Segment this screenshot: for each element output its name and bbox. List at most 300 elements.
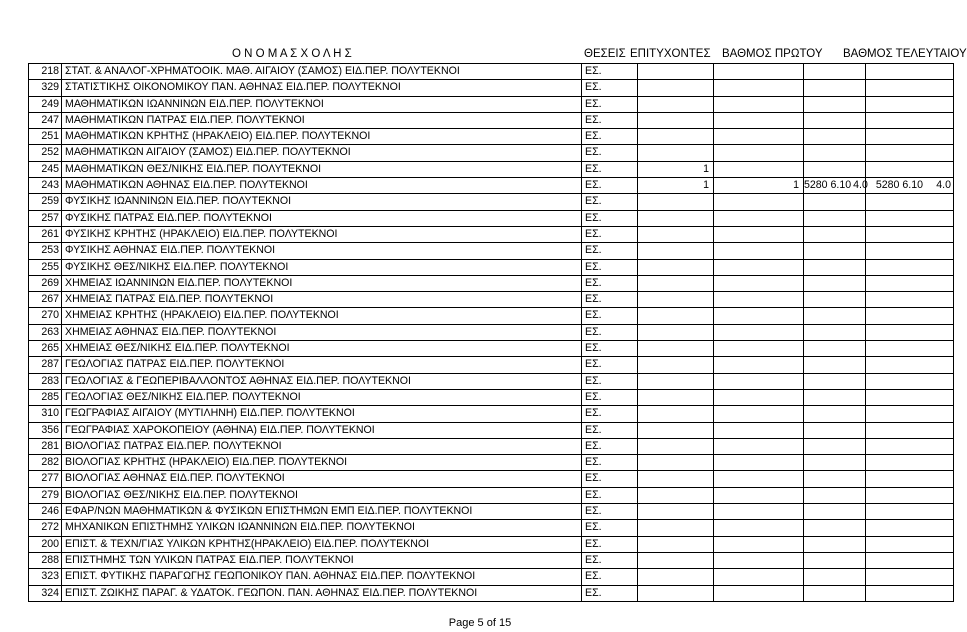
- row-epityxontes: [714, 504, 804, 519]
- row-vathmos-teleutaiou: [866, 145, 954, 160]
- row-vathmos-protou-score: [804, 97, 837, 112]
- row-vathmos-teleutaiou: [866, 406, 954, 421]
- row-vathmos-protou-score: [804, 455, 837, 470]
- row-epityxontes: [714, 129, 804, 144]
- row-vathmos-protou-grade: [837, 64, 865, 79]
- row-school-name: ΒΙΟΛΟΓΙΑΣ ΚΡΗΤΗΣ (ΗΡΑΚΛΕΙΟ) ΕΙΔ.ΠΕΡ. ΠΟΛΥΤΕΚΝΟΙ: [62, 455, 582, 470]
- row-vathmos-teleutaiou-score: [866, 374, 925, 389]
- row-thesis: [638, 504, 714, 519]
- row-type: ΕΣ.: [582, 406, 638, 421]
- row-epityxontes: [714, 308, 804, 323]
- row-vathmos-teleutaiou-score: [866, 537, 925, 552]
- row-vathmos-teleutaiou: [866, 537, 954, 552]
- row-type: ΕΣ.: [582, 341, 638, 356]
- row-vathmos-protou-score: [804, 211, 837, 226]
- row-vathmos-teleutaiou-score: [866, 586, 925, 601]
- row-vathmos-protou-score: [804, 308, 837, 323]
- table-row: [29, 194, 954, 210]
- row-code: 279: [29, 488, 62, 503]
- table-row: [29, 439, 954, 455]
- row-type: ΕΣ.: [582, 308, 638, 323]
- row-vathmos-protou: [804, 243, 866, 258]
- row-thesis: [638, 129, 714, 144]
- row-vathmos-teleutaiou-grade: [925, 113, 953, 128]
- row-vathmos-teleutaiou-score: [866, 145, 925, 160]
- row-thesis: [638, 325, 714, 340]
- row-vathmos-teleutaiou-score: [866, 569, 925, 584]
- row-school-name: ΧΗΜΕΙΑΣ ΚΡΗΤΗΣ (ΗΡΑΚΛΕΙΟ) ΕΙΔ.ΠΕΡ. ΠΟΛΥΤΕΚΝΟΙ: [62, 308, 582, 323]
- row-vathmos-protou-grade: [837, 97, 865, 112]
- row-epityxontes: [714, 162, 804, 177]
- row-vathmos-teleutaiou-score: [866, 276, 925, 291]
- table-row: [29, 276, 954, 292]
- row-vathmos-protou-grade: [837, 520, 865, 535]
- row-vathmos-protou: [804, 80, 866, 95]
- row-type: ΕΣ.: [582, 227, 638, 242]
- row-vathmos-teleutaiou-grade: [925, 64, 953, 79]
- schools-table: [28, 63, 954, 602]
- row-epityxontes: [714, 520, 804, 535]
- row-thesis: [638, 390, 714, 405]
- row-vathmos-teleutaiou: [866, 423, 954, 438]
- row-vathmos-teleutaiou-score: [866, 455, 925, 470]
- row-vathmos-protou-score: [804, 537, 837, 552]
- row-epityxontes: [714, 194, 804, 209]
- row-vathmos-protou-grade: [837, 243, 865, 258]
- row-vathmos-protou: [804, 488, 866, 503]
- row-thesis: [638, 553, 714, 568]
- row-vathmos-teleutaiou: [866, 243, 954, 258]
- row-vathmos-teleutaiou-grade: [925, 488, 953, 503]
- row-vathmos-protou-grade: [837, 553, 865, 568]
- table-row: [29, 488, 954, 504]
- row-vathmos-teleutaiou-score: [866, 308, 925, 323]
- row-vathmos-teleutaiou: [866, 341, 954, 356]
- row-vathmos-protou-score: [804, 80, 837, 95]
- row-code: 263: [29, 325, 62, 340]
- table-row: [29, 211, 954, 227]
- row-school-name: ΧΗΜΕΙΑΣ ΙΩΑΝΝΙΝΩΝ ΕΙΔ.ΠΕΡ. ΠΟΛΥΤΕΚΝΟΙ: [62, 276, 582, 291]
- row-vathmos-teleutaiou: [866, 439, 954, 454]
- row-vathmos-teleutaiou-grade: [925, 406, 953, 421]
- row-vathmos-teleutaiou-grade: [925, 553, 953, 568]
- row-vathmos-teleutaiou-grade: [925, 520, 953, 535]
- row-vathmos-teleutaiou: [866, 227, 954, 242]
- row-vathmos-teleutaiou: [866, 308, 954, 323]
- row-vathmos-teleutaiou: [866, 374, 954, 389]
- row-code: 243: [29, 178, 62, 193]
- row-vathmos-protou: [804, 194, 866, 209]
- table-row: [29, 129, 954, 145]
- row-thesis: [638, 471, 714, 486]
- row-vathmos-protou-score: [804, 390, 837, 405]
- row-epityxontes: [714, 325, 804, 340]
- row-type: ΕΣ.: [582, 145, 638, 160]
- row-type: ΕΣ.: [582, 194, 638, 209]
- row-vathmos-teleutaiou: [866, 520, 954, 535]
- row-code: 270: [29, 308, 62, 323]
- row-vathmos-protou-grade: 4.0: [853, 179, 868, 192]
- row-type: ΕΣ.: [582, 243, 638, 258]
- row-school-name: ΓΕΩΛΟΓΙΑΣ ΘΕΣ/ΝΙΚΗΣ ΕΙΔ.ΠΕΡ. ΠΟΛΥΤΕΚΝΟΙ: [62, 390, 582, 405]
- row-school-name: ΦΥΣΙΚΗΣ ΠΑΤΡΑΣ ΕΙΔ.ΠΕΡ. ΠΟΛΥΤΕΚΝΟΙ: [62, 211, 582, 226]
- row-thesis: [638, 145, 714, 160]
- row-vathmos-teleutaiou-score: [866, 439, 925, 454]
- document-subtitle: ΑΠΟΦΟΙΤΟΙ ΕΣΠΕΡΙΝΩΝ ΓΕΝΙΚΩΝ ΛΥΚΕΙΩΝ (90%): [342, 15, 618, 27]
- row-vathmos-protou-grade: [837, 276, 865, 291]
- row-vathmos-teleutaiou-grade: [925, 341, 953, 356]
- row-vathmos-teleutaiou-score: [866, 423, 925, 438]
- row-thesis: [638, 341, 714, 356]
- table-row: [29, 374, 954, 390]
- row-school-name: ΜΑΘΗΜΑΤΙΚΩΝ ΑΙΓΑΙΟΥ (ΣΑΜΟΣ) ΕΙΔ.ΠΕΡ. ΠΟΛΥΤΕΚΝΟΙ: [62, 145, 582, 160]
- row-vathmos-protou-score: [804, 145, 837, 160]
- table-row: [29, 390, 954, 406]
- row-vathmos-teleutaiou-grade: [925, 194, 953, 209]
- row-vathmos-teleutaiou-grade: [925, 97, 953, 112]
- row-vathmos-protou-grade: [837, 211, 865, 226]
- row-vathmos-teleutaiou: [866, 178, 954, 193]
- row-vathmos-protou-grade: [837, 537, 865, 552]
- row-vathmos-teleutaiou-grade: [925, 374, 953, 389]
- row-vathmos-teleutaiou-grade: [925, 471, 953, 486]
- row-vathmos-teleutaiou-grade: [925, 145, 953, 160]
- row-vathmos-protou-score: [804, 423, 837, 438]
- table-row: [29, 80, 954, 96]
- table-row: [29, 537, 954, 553]
- row-epityxontes: [714, 553, 804, 568]
- row-thesis: [638, 423, 714, 438]
- row-vathmos-protou-grade: [837, 455, 865, 470]
- row-vathmos-teleutaiou-grade: [925, 243, 953, 258]
- row-vathmos-protou-grade: [837, 357, 865, 372]
- row-vathmos-protou: [804, 162, 866, 177]
- row-vathmos-protou-score: [804, 439, 837, 454]
- row-epityxontes: [714, 227, 804, 242]
- row-vathmos-protou-score: 5280 6.10: [804, 179, 852, 192]
- row-school-name: ΒΙΟΛΟΓΙΑΣ ΑΘΗΝΑΣ ΕΙΔ.ΠΕΡ. ΠΟΛΥΤΕΚΝΟΙ: [62, 471, 582, 486]
- row-school-name: ΧΗΜΕΙΑΣ ΘΕΣ/ΝΙΚΗΣ ΕΙΔ.ΠΕΡ. ΠΟΛΥΤΕΚΝΟΙ: [62, 341, 582, 356]
- row-school-name: ΒΙΟΛΟΓΙΑΣ ΠΑΤΡΑΣ ΕΙΔ.ΠΕΡ. ΠΟΛΥΤΕΚΝΟΙ: [62, 439, 582, 454]
- row-vathmos-teleutaiou-score: [866, 227, 925, 242]
- row-type: ΕΣ.: [582, 211, 638, 226]
- table-row: [29, 569, 954, 585]
- row-thesis: [638, 260, 714, 275]
- row-code: 265: [29, 341, 62, 356]
- row-epityxontes: [714, 243, 804, 258]
- row-school-name: ΒΙΟΛΟΓΙΑΣ ΘΕΣ/ΝΙΚΗΣ ΕΙΔ.ΠΕΡ. ΠΟΛΥΤΕΚΝΟΙ: [62, 488, 582, 503]
- row-vathmos-teleutaiou: [866, 211, 954, 226]
- row-epityxontes: [714, 145, 804, 160]
- row-vathmos-teleutaiou-grade: [925, 292, 953, 307]
- column-header-vathmos-protou: ΒΑΘΜΟΣ ΠΡΩΤΟΥ: [722, 48, 823, 60]
- row-vathmos-protou: [804, 553, 866, 568]
- row-vathmos-protou-score: [804, 357, 837, 372]
- row-vathmos-protou: [804, 406, 866, 421]
- row-epityxontes: [714, 341, 804, 356]
- row-vathmos-teleutaiou: [866, 471, 954, 486]
- column-header-name: Ο Ν Ο Μ Α Σ Χ Ο Λ Η Σ: [232, 48, 352, 60]
- row-type: ΕΣ.: [582, 374, 638, 389]
- row-vathmos-protou-score: [804, 488, 837, 503]
- row-vathmos-teleutaiou-grade: [925, 227, 953, 242]
- table-row: [29, 325, 954, 341]
- row-vathmos-protou-score: [804, 406, 837, 421]
- row-thesis: [638, 194, 714, 209]
- row-vathmos-protou-grade: [837, 406, 865, 421]
- row-code: 218: [29, 64, 62, 79]
- row-thesis: [638, 80, 714, 95]
- row-vathmos-protou-grade: [837, 308, 865, 323]
- row-epityxontes: [714, 97, 804, 112]
- row-thesis: [638, 406, 714, 421]
- row-type: ΕΣ.: [582, 276, 638, 291]
- row-code: 261: [29, 227, 62, 242]
- row-epityxontes: [714, 390, 804, 405]
- row-vathmos-teleutaiou-grade: [925, 276, 953, 291]
- table-row: [29, 243, 954, 259]
- row-code: 252: [29, 145, 62, 160]
- row-school-name: ΜΗΧΑΝΙΚΩΝ ΕΠΙΣΤΗΜΗΣ ΥΛΙΚΩΝ ΙΩΑΝΝΙΝΩΝ ΕΙΔ.ΠΕΡ. ΠΟΛΥΤΕΚΝΟΙ: [62, 520, 582, 535]
- row-vathmos-teleutaiou: [866, 194, 954, 209]
- row-epityxontes: [714, 276, 804, 291]
- row-vathmos-protou: [804, 308, 866, 323]
- row-thesis: [638, 211, 714, 226]
- row-vathmos-protou-score: [804, 227, 837, 242]
- column-header-epityxontes: ΕΠΙΤΥΧΟΝΤΕΣ: [630, 48, 711, 60]
- row-vathmos-protou-grade: [837, 341, 865, 356]
- row-school-name: ΧΗΜΕΙΑΣ ΠΑΤΡΑΣ ΕΙΔ.ΠΕΡ. ΠΟΛΥΤΕΚΝΟΙ: [62, 292, 582, 307]
- row-vathmos-teleutaiou-score: [866, 113, 925, 128]
- row-epityxontes: [714, 211, 804, 226]
- row-vathmos-protou-score: [804, 260, 837, 275]
- row-vathmos-teleutaiou-score: [866, 260, 925, 275]
- row-vathmos-protou-grade: [837, 488, 865, 503]
- row-vathmos-teleutaiou: [866, 260, 954, 275]
- row-type: ΕΣ.: [582, 390, 638, 405]
- row-school-name: ΕΠΙΣΤ. ΖΩΙΚΗΣ ΠΑΡΑΓ. & ΥΔΑΤΟΚ. ΓΕΩΠΟΝ. ΠΑΝ. ΑΘΗΝΑΣ ΕΙΔ.ΠΕΡ. ΠΟΛΥΤΕΚΝΟΙ: [62, 586, 582, 601]
- row-school-name: ΦΥΣΙΚΗΣ ΚΡΗΤΗΣ (ΗΡΑΚΛΕΙΟ) ΕΙΔ.ΠΕΡ. ΠΟΛΥΤΕΚΝΟΙ: [62, 227, 582, 242]
- row-thesis: [638, 537, 714, 552]
- table-row: [29, 471, 954, 487]
- row-vathmos-protou: [804, 325, 866, 340]
- row-vathmos-teleutaiou-score: [866, 243, 925, 258]
- row-vathmos-protou: [804, 260, 866, 275]
- row-code: 310: [29, 406, 62, 421]
- row-epityxontes: [714, 113, 804, 128]
- row-school-name: ΣΤΑΤΙΣΤΙΚΗΣ ΟΙΚΟΝΟΜΙΚΟΥ ΠΑΝ. ΑΘΗΝΑΣ ΕΙΔ.ΠΕΡ. ΠΟΛΥΤΕΚΝΟΙ: [62, 80, 582, 95]
- row-school-name: ΕΠΙΣΤ. & ΤΕΧΝ/ΓΙΑΣ ΥΛΙΚΩΝ ΚΡΗΤΗΣ(ΗΡΑΚΛΕΙΟ) ΕΙΔ.ΠΕΡ. ΠΟΛΥΤΕΚΝΟΙ: [62, 537, 582, 552]
- row-epityxontes: [714, 64, 804, 79]
- row-thesis: [638, 113, 714, 128]
- row-vathmos-teleutaiou: [866, 488, 954, 503]
- row-epityxontes: [714, 80, 804, 95]
- row-school-name: ΓΕΩΛΟΓΙΑΣ ΠΑΤΡΑΣ ΕΙΔ.ΠΕΡ. ΠΟΛΥΤΕΚΝΟΙ: [62, 357, 582, 372]
- row-code: 287: [29, 357, 62, 372]
- row-vathmos-teleutaiou-score: [866, 504, 925, 519]
- row-thesis: 1: [638, 178, 714, 193]
- row-vathmos-teleutaiou-grade: [925, 211, 953, 226]
- row-vathmos-protou-score: [804, 341, 837, 356]
- table-row: [29, 406, 954, 422]
- row-vathmos-protou-score: [804, 113, 837, 128]
- table-row: [29, 97, 954, 113]
- row-vathmos-protou-score: [804, 162, 837, 177]
- row-vathmos-teleutaiou-score: [866, 80, 925, 95]
- row-vathmos-protou-grade: [837, 390, 865, 405]
- row-vathmos-protou: [804, 211, 866, 226]
- row-vathmos-protou: [804, 145, 866, 160]
- row-epityxontes: [714, 423, 804, 438]
- row-type: ΕΣ.: [582, 586, 638, 601]
- row-type: ΕΣ.: [582, 423, 638, 438]
- row-epityxontes: [714, 357, 804, 372]
- row-vathmos-protou: [804, 439, 866, 454]
- row-thesis: [638, 97, 714, 112]
- row-vathmos-protou-score: [804, 325, 837, 340]
- row-school-name: ΦΥΣΙΚΗΣ ΑΘΗΝΑΣ ΕΙΔ.ΠΕΡ. ΠΟΛΥΤΕΚΝΟΙ: [62, 243, 582, 258]
- row-thesis: [638, 64, 714, 79]
- row-type: ΕΣ.: [582, 455, 638, 470]
- row-vathmos-protou-score: [804, 194, 837, 209]
- row-epityxontes: [714, 471, 804, 486]
- row-vathmos-protou-score: [804, 292, 837, 307]
- row-vathmos-teleutaiou-score: [866, 390, 925, 405]
- row-epityxontes: [714, 455, 804, 470]
- row-vathmos-protou-grade: [837, 569, 865, 584]
- table-row: [29, 308, 954, 324]
- row-vathmos-protou-score: [804, 129, 837, 144]
- row-vathmos-teleutaiou: [866, 504, 954, 519]
- row-epityxontes: [714, 374, 804, 389]
- row-vathmos-protou-grade: [837, 439, 865, 454]
- row-code: 277: [29, 471, 62, 486]
- row-vathmos-protou-grade: [837, 292, 865, 307]
- table-row: [29, 341, 954, 357]
- row-vathmos-protou-score: [804, 520, 837, 535]
- row-school-name: ΦΥΣΙΚΗΣ ΙΩΑΝΝΙΝΩΝ ΕΙΔ.ΠΕΡ. ΠΟΛΥΤΕΚΝΟΙ: [62, 194, 582, 209]
- row-vathmos-teleutaiou-score: [866, 341, 925, 356]
- row-vathmos-teleutaiou-score: [866, 520, 925, 535]
- row-type: ΕΣ.: [582, 520, 638, 535]
- row-vathmos-teleutaiou-grade: [925, 80, 953, 95]
- row-vathmos-teleutaiou-grade: [925, 423, 953, 438]
- row-vathmos-protou: [804, 520, 866, 535]
- table-row: [29, 553, 954, 569]
- row-vathmos-teleutaiou: [866, 64, 954, 79]
- table-row: [29, 145, 954, 161]
- row-type: ΕΣ.: [582, 504, 638, 519]
- table-row: [29, 227, 954, 243]
- row-vathmos-protou-grade: [837, 227, 865, 242]
- row-vathmos-protou-score: [804, 471, 837, 486]
- table-row: [29, 178, 954, 194]
- row-code: 200: [29, 537, 62, 552]
- page-number: Page 5 of 15: [448, 617, 512, 629]
- row-code: 356: [29, 423, 62, 438]
- row-school-name: ΓΕΩΓΡΑΦΙΑΣ ΑΙΓΑΙΟΥ (ΜΥΤΙΛΗΝΗ) ΕΙΔ.ΠΕΡ. ΠΟΛΥΤΕΚΝΟΙ: [62, 406, 582, 421]
- row-vathmos-teleutaiou-grade: [925, 357, 953, 372]
- row-vathmos-teleutaiou: [866, 162, 954, 177]
- row-school-name: ΜΑΘΗΜΑΤΙΚΩΝ ΚΡΗΤΗΣ (ΗΡΑΚΛΕΙΟ) ΕΙΔ.ΠΕΡ. ΠΟΛΥΤΕΚΝΟΙ: [62, 129, 582, 144]
- column-header-vathmos-teleutaiou: ΒΑΘΜΟΣ ΤΕΛΕΥΤΑΙΟΥ: [843, 48, 967, 60]
- row-type: ΕΣ.: [582, 537, 638, 552]
- row-code: 282: [29, 455, 62, 470]
- row-epityxontes: [714, 488, 804, 503]
- row-vathmos-protou-grade: [837, 374, 865, 389]
- row-vathmos-teleutaiou: [866, 80, 954, 95]
- row-vathmos-teleutaiou: [866, 97, 954, 112]
- table-row: [29, 586, 954, 602]
- row-vathmos-protou: [804, 537, 866, 552]
- row-type: ΕΣ.: [582, 471, 638, 486]
- row-thesis: [638, 308, 714, 323]
- row-code: 324: [29, 586, 62, 601]
- table-row: [29, 292, 954, 308]
- row-epityxontes: 1: [714, 178, 804, 193]
- row-code: 288: [29, 553, 62, 568]
- row-vathmos-teleutaiou-grade: [925, 569, 953, 584]
- row-type: ΕΣ.: [582, 113, 638, 128]
- row-school-name: ΕΠΙΣΤ. ΦΥΤΙΚΗΣ ΠΑΡΑΓΩΓΗΣ ΓΕΩΠΟΝΙΚΟΥ ΠΑΝ. ΑΘΗΝΑΣ ΕΙΔ.ΠΕΡ. ΠΟΛΥΤΕΚΝΟΙ: [62, 569, 582, 584]
- row-vathmos-protou: [804, 341, 866, 356]
- row-school-name: ΓΕΩΛΟΓΙΑΣ & ΓΕΩΠΕΡΙΒΑΛΛΟΝΤΟΣ ΑΘΗΝΑΣ ΕΙΔ.ΠΕΡ. ΠΟΛΥΤΕΚΝΟΙ: [62, 374, 582, 389]
- row-vathmos-teleutaiou: [866, 129, 954, 144]
- row-type: ΕΣ.: [582, 569, 638, 584]
- row-school-name: ΜΑΘΗΜΑΤΙΚΩΝ ΑΘΗΝΑΣ ΕΙΔ.ΠΕΡ. ΠΟΛΥΤΕΚΝΟΙ: [62, 178, 582, 193]
- row-school-name: ΜΑΘΗΜΑΤΙΚΩΝ ΙΩΑΝΝΙΝΩΝ ΕΙΔ.ΠΕΡ. ΠΟΛΥΤΕΚΝΟΙ: [62, 97, 582, 112]
- row-vathmos-protou-score: [804, 586, 837, 601]
- row-vathmos-teleutaiou-grade: [925, 162, 953, 177]
- row-type: ΕΣ.: [582, 80, 638, 95]
- row-vathmos-teleutaiou-grade: [925, 586, 953, 601]
- row-vathmos-protou-score: [804, 243, 837, 258]
- row-vathmos-teleutaiou: [866, 553, 954, 568]
- row-thesis: [638, 569, 714, 584]
- row-vathmos-teleutaiou-score: [866, 488, 925, 503]
- row-code: 281: [29, 439, 62, 454]
- row-vathmos-teleutaiou-grade: 4.0: [936, 179, 951, 192]
- row-epityxontes: [714, 292, 804, 307]
- row-vathmos-protou-grade: [837, 325, 865, 340]
- row-type: ΕΣ.: [582, 357, 638, 372]
- row-vathmos-protou: [804, 423, 866, 438]
- table-row: [29, 357, 954, 373]
- row-school-name: ΓΕΩΓΡΑΦΙΑΣ ΧΑΡΟΚΟΠΕΙΟΥ (ΑΘΗΝΑ) ΕΙΔ.ΠΕΡ. ΠΟΛΥΤΕΚΝΟΙ: [62, 423, 582, 438]
- row-vathmos-protou-grade: [837, 423, 865, 438]
- row-vathmos-protou-score: [804, 374, 837, 389]
- row-vathmos-teleutaiou-score: [866, 292, 925, 307]
- row-type: ΕΣ.: [582, 553, 638, 568]
- row-vathmos-protou-grade: [837, 129, 865, 144]
- row-school-name: ΦΥΣΙΚΗΣ ΘΕΣ/ΝΙΚΗΣ ΕΙΔ.ΠΕΡ. ΠΟΛΥΤΕΚΝΟΙ: [62, 260, 582, 275]
- row-vathmos-protou: [804, 97, 866, 112]
- row-code: 249: [29, 97, 62, 112]
- table-row: [29, 455, 954, 471]
- row-vathmos-protou-grade: [837, 145, 865, 160]
- row-vathmos-teleutaiou-score: [866, 357, 925, 372]
- row-code: 285: [29, 390, 62, 405]
- row-vathmos-teleutaiou-score: [866, 325, 925, 340]
- row-vathmos-teleutaiou-grade: [925, 455, 953, 470]
- row-vathmos-protou-grade: [837, 113, 865, 128]
- row-code: 269: [29, 276, 62, 291]
- row-epityxontes: [714, 586, 804, 601]
- row-thesis: [638, 520, 714, 535]
- row-thesis: [638, 439, 714, 454]
- row-vathmos-protou: [804, 455, 866, 470]
- row-vathmos-teleutaiou-grade: [925, 439, 953, 454]
